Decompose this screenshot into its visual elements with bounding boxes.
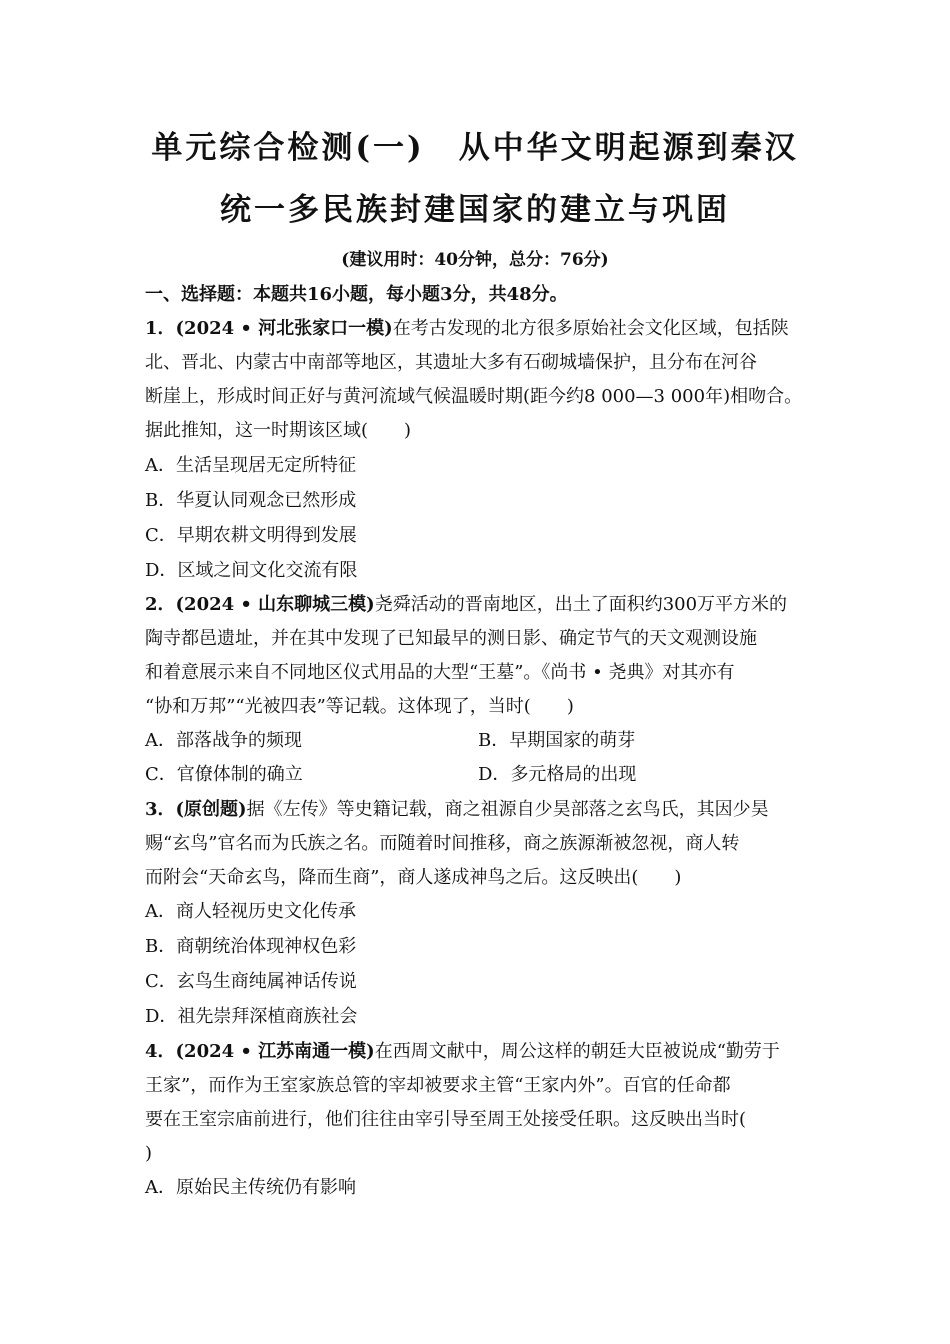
question-3-text: 而附会“天命玄鸟，降而生商”，商人遂成神鸟之后。这反映出( ) [145,867,682,888]
question-4-text: ) [145,1143,153,1164]
question-4-source: (2024 • 江苏南通一模) [175,1041,375,1062]
question-2-text: “协和万邦”“光被四表”等记载。这体现了，当时( ) [145,696,574,717]
option-text: 区域之间文化交流有限 [177,560,358,581]
question-3-option-a [145,899,825,925]
question-2-options-row2 [145,762,825,788]
option-letter: D． [145,560,178,581]
question-3-source: (原创题) [175,799,247,820]
question-4-text: 王家”，而作为王室家族总管的宰却被要求主管“王家内外”。百官的任命都 [145,1075,731,1096]
option-letter: B． [478,730,510,751]
question-2-text: 和着意展示来自不同地区仪式用品的大型“王墓”。《尚书 • 尧典》对其亦有 [145,662,735,683]
option-text: 多元格局的出现 [510,764,637,785]
page-title-line1: 单元综合检测(一) 从中华文明起源到秦汉 [151,130,799,166]
question-3-line [145,797,825,823]
option-text: 部落战争的频现 [176,730,302,751]
option-letter: B． [145,936,177,957]
question-1-source: (2024 • 河北张家口一模) [175,318,393,339]
question-3-option-d [145,1004,825,1030]
question-1-text: 断崖上，形成时间正好与黄河流域气候温暖时期(距今约8 000—3 000年)相吻合。 [145,386,803,407]
option-text: 生活呈现居无定所特征 [176,455,356,476]
question-2-option-c [145,764,303,785]
question-2-option-d [478,762,636,788]
question-2-line [145,592,825,618]
question-3-option-b [145,934,825,960]
option-text: 祖先崇拜深植商族社会 [177,1006,358,1027]
option-text: 商朝统治体现神权色彩 [176,936,357,957]
question-1-number: 1． [145,318,176,339]
option-letter: A． [145,901,176,922]
question-4-text: 在西周文献中，周公这样的朝廷大臣被说成“勤劳于 [374,1041,780,1062]
option-text: 原始民主传统仍有影响 [176,1177,356,1198]
option-letter: A． [145,730,176,751]
option-letter: A． [145,455,176,476]
time-score-note: (建议用时：40分钟，总分：76分) [341,250,609,270]
question-3-number: 3． [145,799,176,820]
question-4-text: 要在王室宗庙前进行，他们往往由宰引导至周王处接受任职。这反映出当时( [145,1109,747,1130]
question-3-text: 据《左传》等史籍记载，商之祖源自少昊部落之玄鸟氏，其因少昊 [246,799,769,820]
question-2-number: 2． [145,594,176,615]
question-1-text: 在考古发现的北方很多原始社会文化区域，包括陕 [392,318,789,339]
question-1-text: 据此推知，这一时期该区域( ) [145,420,412,441]
option-letter: D． [145,1006,178,1027]
option-letter: A． [145,1177,176,1198]
option-text: 玄鸟生商纯属神话传说 [176,971,357,992]
option-letter: B． [145,490,177,511]
option-text: 官僚体制的确立 [176,764,303,785]
option-letter: D． [478,764,511,785]
question-3-option-c [145,969,825,995]
section-heading: 一、选择题：本题共16小题，每小题3分，共48分。 [145,284,568,305]
question-2-options-row1 [145,728,825,754]
question-1-option-b [145,488,825,514]
question-2-text: 陶寺都邑遗址，并在其中发现了已知最早的测日影、确定节气的天文观测设施 [145,628,757,649]
question-2-option-b [478,728,635,754]
question-2-source: (2024 • 山东聊城三模) [175,594,375,615]
option-text: 华夏认同观念已然形成 [176,490,357,511]
question-4-line [145,1039,825,1065]
question-1-option-d [145,558,825,584]
question-4-number: 4． [145,1041,176,1062]
question-2-option-a [145,730,302,751]
option-letter: C． [145,971,177,992]
option-text: 商人轻视历史文化传承 [176,901,356,922]
question-1-option-a [145,453,825,479]
option-text: 早期农耕文明得到发展 [176,525,357,546]
question-4-option-a [145,1175,825,1201]
question-1-line [145,316,825,342]
page-title-line2: 统一多民族封建国家的建立与巩固 [220,192,730,228]
option-letter: C． [145,764,177,785]
question-1-option-c [145,523,825,549]
question-2-text: 尧舜活动的晋南地区，出土了面积约300万平方米的 [374,594,788,615]
option-letter: C． [145,525,177,546]
question-3-text: 赐“玄鸟”官名而为氏族之名。而随着时间推移，商之族源渐被忽视，商人转 [145,833,740,854]
option-text: 早期国家的萌芽 [509,730,636,751]
question-1-text: 北、晋北、内蒙古中南部等地区，其遗址大多有石砌城墙保护，且分布在河谷 [145,352,757,373]
